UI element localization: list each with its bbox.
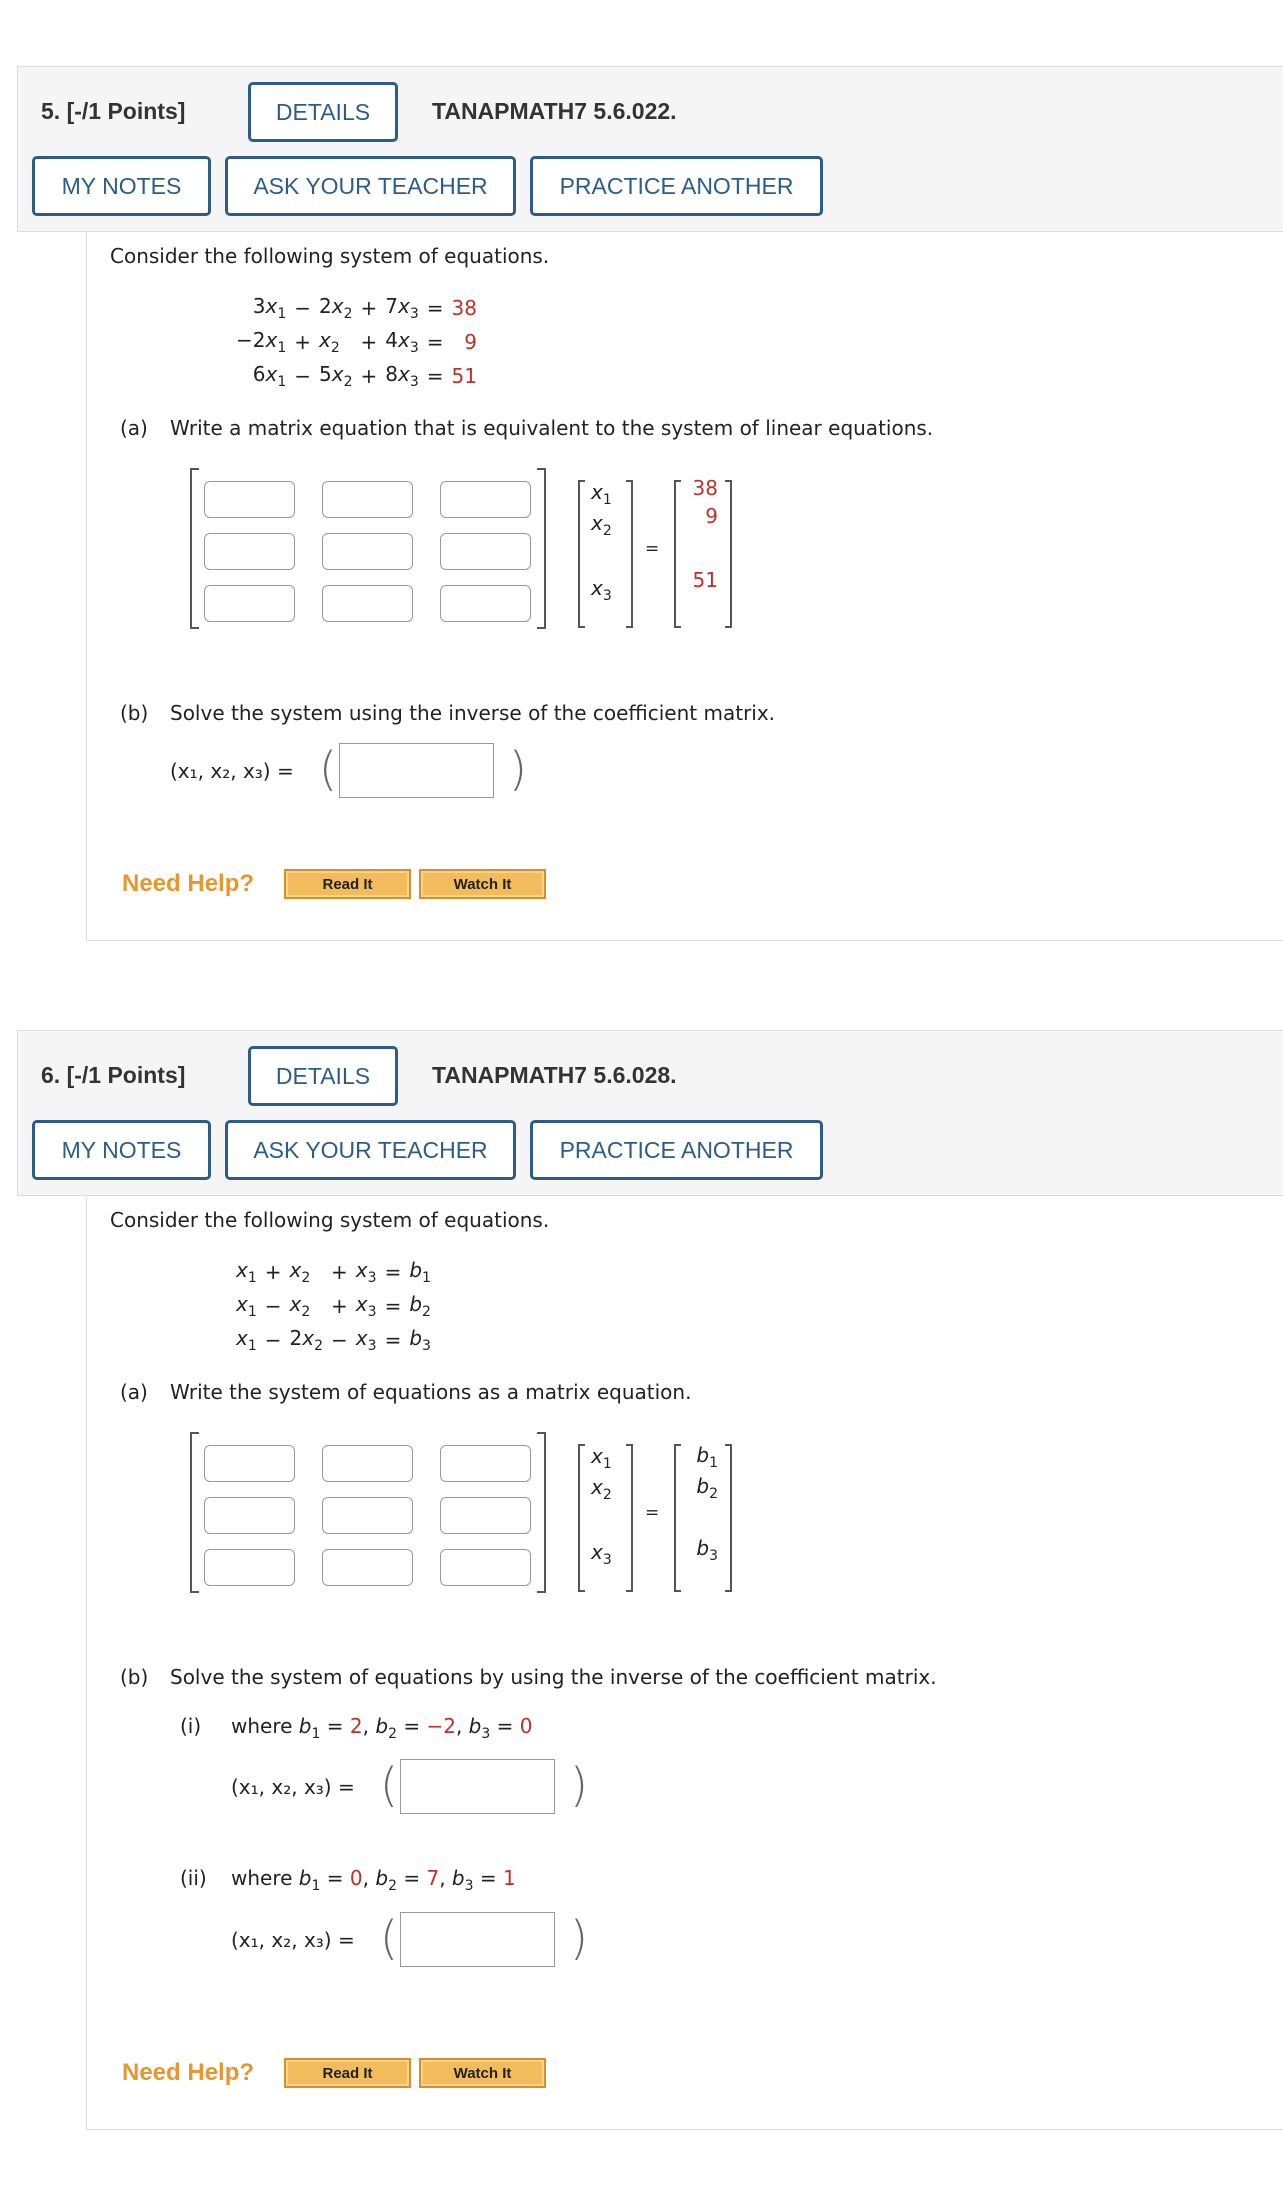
operator: −	[331, 1328, 348, 1352]
variable: x	[265, 328, 278, 352]
equation-term	[232, 291, 290, 325]
x-vector-entry	[591, 576, 612, 604]
equation-term	[352, 1289, 381, 1323]
equation-term	[286, 1289, 328, 1323]
equation-term	[315, 359, 357, 393]
coefficient-input-r1c2[interactable]	[322, 481, 413, 518]
sub-part-label: (i)	[180, 1714, 202, 1738]
question-number: 6.	[41, 1062, 61, 1088]
given-values: where $b_1 = 2$, $b_2 = -2$, $b_3 = 0$	[231, 1714, 533, 1742]
equals-sign: =	[645, 539, 660, 559]
rhs-variable: b	[409, 1326, 423, 1350]
x-vector-right-bracket	[626, 1444, 633, 1592]
x-vector-entry	[591, 1444, 612, 1472]
equation-term	[381, 1289, 406, 1323]
variable: x	[319, 328, 331, 352]
variable: x	[302, 1326, 315, 1350]
equation-term	[423, 359, 448, 393]
operator: =	[426, 296, 444, 320]
where-label: where	[231, 1866, 293, 1890]
coefficient-input-r3c2[interactable]	[322, 1549, 413, 1586]
rhs-value: 51	[692, 568, 718, 592]
coefficient-input-r3c1[interactable]	[204, 585, 295, 622]
question-code: TANAPMATH7 5.6.022.	[432, 98, 677, 124]
where-label: where	[231, 1714, 293, 1738]
variable: x	[591, 511, 603, 535]
equation-row	[232, 1323, 435, 1357]
content-divider	[86, 2129, 1283, 2130]
coefficient-input-r3c1[interactable]	[204, 1549, 295, 1586]
variable: b	[696, 1474, 710, 1498]
operator: =	[384, 1294, 402, 1318]
open-paren: (	[380, 1758, 398, 1812]
answer-input[interactable]	[400, 1912, 555, 1967]
subscript: 3	[481, 1726, 491, 1742]
equation-term	[290, 291, 315, 325]
open-paren: (	[319, 742, 337, 796]
operator: −	[264, 1328, 282, 1352]
right-bracket	[537, 468, 546, 629]
subscript: 3	[602, 1552, 612, 1568]
question-points	[41, 1062, 185, 1089]
variable: x	[591, 1444, 603, 1468]
variable: x	[591, 1475, 603, 1499]
coefficient-input-r1c3[interactable]	[440, 481, 531, 518]
need-help-label: Need Help?	[122, 870, 255, 897]
equation-term	[381, 291, 423, 325]
subscript: 3	[422, 1338, 431, 1354]
equation-system	[232, 291, 481, 393]
variable: x	[355, 1292, 368, 1316]
equation-term	[232, 1289, 261, 1323]
equation-term	[423, 291, 448, 325]
operator: +	[264, 1260, 282, 1284]
equation-term	[327, 1323, 352, 1357]
operator: =	[426, 364, 444, 388]
variable: x	[398, 328, 410, 352]
coefficient: 2	[289, 1326, 303, 1350]
b-vector-left-bracket	[674, 1444, 681, 1592]
operator: +	[331, 1260, 348, 1284]
equation-term	[448, 291, 481, 325]
left-bracket	[190, 1432, 199, 1593]
given-value: −2	[426, 1714, 456, 1738]
subscript: 2	[330, 340, 340, 356]
b-vector-entry	[693, 476, 718, 500]
equation-term	[448, 359, 481, 393]
variable: x	[398, 294, 410, 318]
equation-row	[232, 325, 481, 359]
equation-term	[381, 1255, 406, 1289]
points-label: [-/1 Points]	[66, 98, 186, 124]
variable: x	[331, 294, 344, 318]
subscript: 2	[388, 1726, 397, 1742]
coefficient: 6	[252, 362, 266, 386]
equation-term	[448, 325, 481, 359]
rhs-value: 38	[451, 296, 477, 320]
b-vector-left-bracket	[674, 480, 681, 628]
equation-term	[286, 1323, 328, 1357]
right-bracket	[537, 1432, 546, 1593]
close-paren: )	[509, 742, 527, 796]
variable: x	[355, 1258, 368, 1282]
b-vector-entry	[696, 1536, 718, 1564]
equation-row	[232, 359, 481, 393]
b-vector-entry	[693, 568, 718, 592]
ask-your-teacher-button[interactable]: ASK YOUR TEACHER	[225, 1120, 516, 1180]
practice-another-button[interactable]: PRACTICE ANOTHER	[530, 1120, 823, 1180]
my-notes-button[interactable]: MY NOTES	[32, 1120, 211, 1180]
equation-term	[290, 359, 315, 393]
variable: x	[236, 1292, 248, 1316]
equation-term	[232, 325, 290, 359]
equation-term	[381, 359, 423, 393]
close-paren: )	[570, 1911, 588, 1965]
variable: x	[265, 362, 278, 386]
subscript: 2	[388, 1878, 397, 1894]
variable: x	[236, 1258, 248, 1282]
subscript: 1	[709, 1455, 718, 1471]
part-b-text: Solve the system using the inverse of the coefficient matrix.	[170, 701, 776, 725]
question-6	[0, 1030, 1283, 2150]
left-bracket	[190, 468, 199, 629]
equation-term	[261, 1255, 286, 1289]
coefficient: 2	[319, 294, 332, 318]
equation-term	[405, 1289, 435, 1323]
practice-another-button[interactable]: PRACTICE ANOTHER	[530, 156, 823, 216]
equation-term	[327, 1255, 352, 1289]
variable: b	[375, 1866, 389, 1890]
subscript: 2	[422, 1304, 431, 1320]
coefficient: −2	[236, 328, 266, 352]
equation-term	[405, 1255, 435, 1289]
x-vector-left-bracket	[578, 480, 585, 628]
equation-term	[352, 1255, 381, 1289]
subscript: 2	[301, 1304, 311, 1320]
given-value: 7	[426, 1866, 440, 1890]
subscript: 2	[602, 523, 612, 539]
coefficient-input-r3c3[interactable]	[440, 585, 531, 622]
subscript: 3	[409, 340, 419, 356]
operator: −	[294, 364, 312, 388]
subscript: 1	[247, 1338, 257, 1354]
coefficient: 3	[252, 294, 266, 318]
operator: −	[264, 1294, 282, 1318]
ask-your-teacher-button[interactable]: ASK YOUR TEACHER	[225, 156, 516, 216]
equation-term	[405, 1323, 435, 1357]
x-vector-left-bracket	[578, 1444, 585, 1592]
variable: x	[236, 1326, 248, 1350]
subscript: 1	[602, 1456, 612, 1472]
given-value: 0	[519, 1714, 533, 1738]
subscript: 1	[311, 1878, 321, 1894]
equation-row	[232, 1255, 435, 1289]
equation-term	[381, 1323, 406, 1357]
x-vector-right-bracket	[626, 480, 633, 628]
b-vector-entry	[696, 1443, 718, 1471]
question-points	[41, 98, 185, 125]
intro-text: Consider the following system of equations.	[110, 1208, 550, 1232]
rhs-value: 9	[705, 504, 718, 528]
x-vector-entry	[591, 1540, 612, 1568]
coefficient-input-r2c1[interactable]	[204, 533, 295, 570]
equation-term	[315, 291, 357, 325]
answer-input[interactable]	[339, 743, 494, 798]
subscript: 1	[247, 1304, 257, 1320]
coefficient: 5	[319, 362, 332, 386]
equation-system	[232, 1255, 435, 1357]
equation-term	[286, 1255, 328, 1289]
variable: b	[451, 1866, 465, 1890]
equals-sign: =	[645, 1503, 660, 1523]
sub-part-label: (ii)	[180, 1866, 207, 1890]
variable: b	[298, 1866, 312, 1890]
part-b-text: Solve the system of equations by using the inverse of the coefficient matrix.	[170, 1665, 937, 1689]
read-it-button[interactable]: Read It	[284, 869, 411, 899]
equation-term	[261, 1289, 286, 1323]
tuple-label: (x₁, x₂, x₃) =	[170, 759, 294, 783]
coefficient-input-r1c1[interactable]	[204, 481, 295, 518]
my-notes-button[interactable]: MY NOTES	[32, 156, 211, 216]
subscript: 3	[367, 1270, 377, 1286]
rhs-value: 9	[464, 330, 477, 354]
coefficient-input-r2c3[interactable]	[440, 1497, 531, 1534]
coefficient-input-r2c2[interactable]	[322, 1497, 413, 1534]
coefficient-input-r2c3[interactable]	[440, 533, 531, 570]
subscript: 1	[422, 1270, 431, 1286]
subscript: 3	[709, 1548, 718, 1564]
operator: =	[426, 330, 444, 354]
given-value: 2	[349, 1714, 363, 1738]
coefficient-input-r1c2[interactable]	[322, 1445, 413, 1482]
equation-term	[261, 1323, 286, 1357]
x-vector-entry	[591, 511, 612, 539]
equation-term	[381, 325, 423, 359]
operator: +	[331, 1294, 348, 1318]
rhs-variable: b	[409, 1258, 423, 1282]
variable: x	[591, 480, 603, 504]
subscript: 2	[343, 306, 353, 322]
variable: x	[398, 362, 410, 386]
equation-row	[232, 291, 481, 325]
question-5	[0, 66, 1283, 1186]
part-a-text: Write a matrix equation that is equivalent to the system of linear equations.	[170, 416, 934, 440]
variable: x	[591, 1540, 603, 1564]
subscript: 3	[464, 1878, 474, 1894]
read-it-button[interactable]: Read It	[284, 2058, 411, 2088]
operator: −	[294, 296, 312, 320]
equation-term	[327, 1289, 352, 1323]
subscript: 1	[277, 340, 287, 356]
coefficient: 8	[385, 362, 399, 386]
equation-term	[357, 291, 382, 325]
equation-term	[290, 325, 315, 359]
coefficient-input-r3c2[interactable]	[322, 585, 413, 622]
equation-term	[423, 325, 448, 359]
operator: +	[360, 296, 378, 320]
subscript: 2	[314, 1338, 324, 1354]
open-paren: (	[380, 1911, 398, 1965]
operator: +	[294, 330, 312, 354]
details-button[interactable]: DETAILS	[248, 1046, 398, 1106]
tuple-label: (x₁, x₂, x₃) =	[231, 1775, 355, 1799]
variable: b	[375, 1714, 389, 1738]
details-button[interactable]: DETAILS	[248, 82, 398, 142]
b-vector-entry	[696, 1474, 718, 1502]
coefficient: 4	[385, 328, 399, 352]
question-code: TANAPMATH7 5.6.028.	[432, 1062, 677, 1088]
b-vector-entry	[705, 504, 718, 528]
coefficient-input-r3c3[interactable]	[440, 1549, 531, 1586]
subscript: 3	[409, 306, 419, 322]
close-paren: )	[570, 1758, 588, 1812]
need-help-label: Need Help?	[122, 2059, 255, 2086]
subscript: 3	[409, 374, 419, 390]
subscript: 1	[247, 1270, 257, 1286]
part-a-label: (a)	[120, 1380, 148, 1404]
coefficient-input-r2c2[interactable]	[322, 533, 413, 570]
part-a-label: (a)	[120, 416, 148, 440]
b-vector-right-bracket	[725, 480, 732, 628]
subscript: 1	[311, 1726, 321, 1742]
subscript: 2	[301, 1270, 311, 1286]
subscript: 2	[343, 374, 353, 390]
variable: x	[265, 294, 278, 318]
matrix-equation	[0, 468, 800, 633]
part-b-label: (b)	[120, 701, 149, 725]
variable: x	[591, 576, 603, 600]
subscript: 3	[367, 1304, 377, 1320]
variable: x	[331, 362, 344, 386]
matrix-equation	[0, 1432, 800, 1597]
operator: =	[384, 1328, 402, 1352]
coefficient-input-r2c1[interactable]	[204, 1497, 295, 1534]
equation-term	[232, 1255, 261, 1289]
content-divider	[86, 940, 1283, 941]
equation-term	[315, 325, 357, 359]
rhs-value: 51	[451, 364, 477, 388]
variable: b	[298, 1714, 312, 1738]
answer-input[interactable]	[400, 1759, 555, 1814]
part-b-label: (b)	[120, 1665, 149, 1689]
rhs-variable: b	[409, 1292, 423, 1316]
subscript: 2	[709, 1486, 718, 1502]
subscript: 2	[602, 1487, 612, 1503]
variable: b	[468, 1714, 482, 1738]
given-values: where $b_1 = 0$, $b_2 = 7$, $b_3 = 1$	[231, 1866, 516, 1894]
operator: =	[384, 1260, 402, 1284]
variable: x	[289, 1292, 302, 1316]
equation-row	[232, 1289, 435, 1323]
coefficient-input-r1c1[interactable]	[204, 1445, 295, 1482]
given-value: 0	[349, 1866, 363, 1890]
variable: b	[696, 1536, 710, 1560]
points-label: [-/1 Points]	[66, 1062, 186, 1088]
subscript: 3	[367, 1338, 377, 1354]
equation-term	[232, 1323, 261, 1357]
equation-term	[352, 1323, 381, 1357]
watch-it-button[interactable]: Watch It	[419, 2058, 546, 2088]
x-vector-entry	[591, 480, 612, 508]
subscript: 1	[277, 306, 287, 322]
equation-term	[232, 359, 290, 393]
operator: +	[360, 330, 378, 354]
intro-text: Consider the following system of equations.	[110, 244, 550, 268]
x-vector-entry	[591, 1475, 612, 1503]
subscript: 1	[277, 374, 287, 390]
variable: b	[696, 1443, 710, 1467]
operator: +	[360, 364, 378, 388]
rhs-value: 38	[692, 476, 718, 500]
coefficient: 7	[385, 294, 399, 318]
coefficient-input-r1c3[interactable]	[440, 1445, 531, 1482]
b-vector-right-bracket	[725, 1444, 732, 1592]
variable: x	[355, 1326, 368, 1350]
equation-term	[357, 325, 382, 359]
variable: x	[289, 1258, 302, 1282]
part-a-text: Write the system of equations as a matrix equation.	[170, 1380, 692, 1404]
subscript: 3	[602, 588, 612, 604]
content-border	[86, 1196, 87, 2129]
watch-it-button[interactable]: Watch It	[419, 869, 546, 899]
tuple-label: (x₁, x₂, x₃) =	[231, 1928, 355, 1952]
question-number: 5.	[41, 98, 61, 124]
subscript: 1	[602, 492, 612, 508]
equation-term	[357, 359, 382, 393]
given-value: 1	[503, 1866, 516, 1890]
